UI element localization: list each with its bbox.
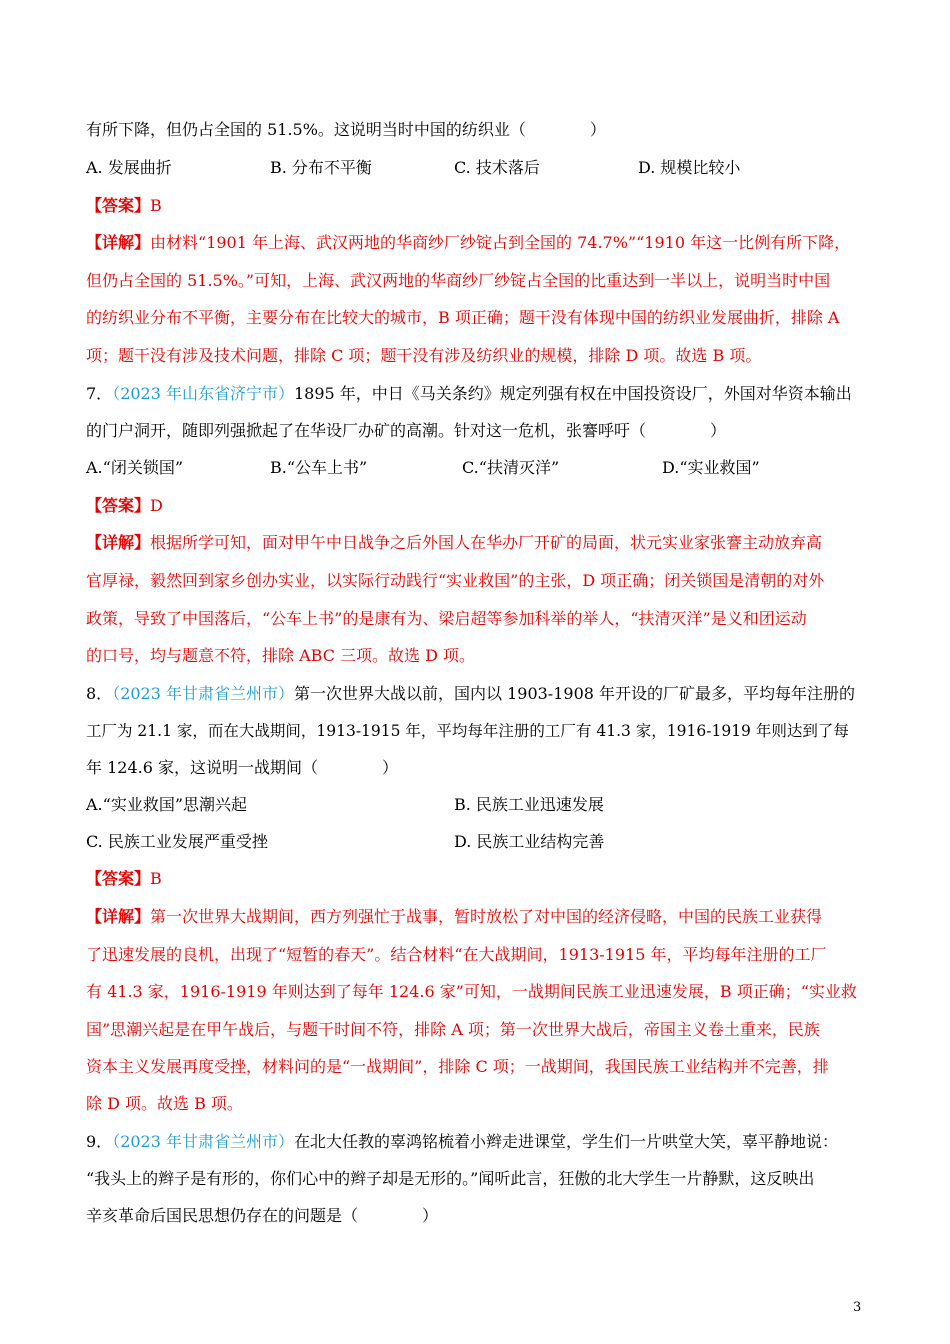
q7-option-a: A.“闭关锁国”	[86, 458, 184, 477]
q9-stem-line: “我头上的辫子是有形的，你们心中的辫子却是无形的。”闻听此言，狂傲的北大学生一片静默，这反映出	[86, 1169, 815, 1188]
q7-detail-line	[86, 533, 822, 553]
q6-answer	[86, 196, 162, 216]
answer-label: 【答案】	[86, 196, 151, 215]
detail-label: 【详解】	[86, 233, 151, 252]
q8-option-a: A.“实业救国”思潮兴起	[86, 795, 248, 814]
q8-detail-line: 有 41.3 家，1916-1919 年则达到了每年 124.6 家”可知，一战期间民族工业迅速发展，B 项正确；“实业救	[86, 982, 857, 1001]
q7-option-c: C.“扶清灭洋”	[462, 458, 560, 477]
q7-detail-line: 政策，导致了中国落后，“公车上书”的是康有为、梁启超等参加科举的举人，“扶清灭洋”是义和团运动	[86, 609, 807, 628]
q7-detail-line: 的口号，均与题意不符，排除 ABC 三项。故选 D 项。	[86, 646, 476, 665]
detail-text: 由材料“1901 年上海、武汉两地的华商纱厂纱锭占到全国的 74.7%”“1910 年这一比例有所下降，	[150, 233, 851, 252]
question-number: 7．	[86, 384, 113, 403]
question-number: 9．	[86, 1132, 113, 1151]
q9-stem-line: 辛亥革命后国民思想仍存在的问题是（ ）	[86, 1206, 439, 1225]
q9-stem	[86, 1132, 838, 1152]
question-text: 1895 年，中日《马关条约》规定列强有权在中国投资设厂，外国对华资本输出	[294, 384, 852, 403]
detail-text: 第一次世界大战期间，西方列强忙于战事，暂时放松了对中国的经济侵略，中国的民族工业获得	[150, 907, 823, 926]
q8-answer	[86, 869, 162, 889]
q8-stem-line: 年 124.6 家，这说明一战期间（ ）	[86, 758, 398, 777]
q8-detail-line: 除 D 项。故选 B 项。	[86, 1094, 243, 1113]
detail-label: 【详解】	[86, 907, 151, 926]
q8-detail-line: 了迅速发展的良机，出现了“短暂的春天”。结合材料“在大战期间，1913-1915 年，平均每年注册的工厂	[86, 945, 827, 964]
detail-text: 根据所学可知，面对甲午中日战争之后外国人在华办厂开矿的局面，状元实业家张謇主动放弃高	[150, 533, 823, 552]
answer-label: 【答案】	[86, 869, 151, 888]
q8-detail-line: 资本主义发展再度受挫，材料问的是“一战期间”，排除 C 项；一战期间，我国民族工业结构并不完善，排	[86, 1057, 829, 1076]
q8-stem-line: 工厂为 21.1 家，而在大战期间，1913-1915 年，平均每年注册的工厂有 41.3 家，1916-1919 年则达到了每	[86, 722, 849, 740]
q6-option-a: A. 发展曲折	[86, 158, 172, 177]
q6-option-d: D. 规模比较小	[638, 158, 741, 177]
question-source: （2023 年甘肃省兰州市）	[112, 684, 294, 703]
q7-detail-line: 官厚禄，毅然回到家乡创办实业，以实际行动践行“实业救国”的主张，D 项正确；闭关锁国是清朝的对外	[86, 571, 825, 590]
q6-detail-line: 项；题干没有涉及技术问题，排除 C 项；题干没有涉及纺织业的规模，排除 D 项。故选 B 项。	[86, 346, 762, 365]
q6-detail-line	[86, 233, 850, 253]
question-source: （2023 年山东省济宁市）	[112, 384, 294, 403]
q8-stem	[86, 684, 855, 704]
q6-option-c: C. 技术落后	[454, 158, 540, 177]
q6-detail-line: 但仍占全国的 51.5%。”可知，上海、武汉两地的华商纱厂纱锭占全国的比重达到一半以上，说明当时中国	[86, 271, 831, 290]
answer-value: D	[150, 496, 163, 515]
answer-value: B	[150, 196, 162, 215]
q8-option-d: D. 民族工业结构完善	[454, 832, 605, 851]
question-source: （2023 年甘肃省兰州市）	[112, 1132, 294, 1151]
q7-stem	[86, 384, 852, 404]
q8-option-b: B. 民族工业迅速发展	[454, 795, 604, 814]
question-number: 8．	[86, 684, 113, 703]
q8-detail-line: 国”思潮兴起是在甲午战后，与题干时间不符，排除 A 项；第一次世界大战后，帝国主义卷土重来，民族	[86, 1020, 820, 1039]
q8-detail-line	[86, 907, 822, 927]
q7-option-b: B.“公车上书”	[270, 458, 368, 477]
question-text: 第一次世界大战以前，国内以 1903-1908 年开设的厂矿最多，平均每年注册的	[294, 684, 856, 703]
q8-option-c: C. 民族工业发展严重受挫	[86, 832, 268, 851]
q7-option-d: D.“实业救国”	[662, 458, 760, 477]
page-number: 3	[853, 1300, 862, 1315]
q6-detail-line: 的纺织业分布不平衡，主要分布在比较大的城市，B 项正确；题干没有体现中国的纺织业发展曲折，排除 A	[86, 308, 840, 327]
question-text: 在北大任教的辜鸿铭梳着小辫走进课堂，学生们一片哄堂大笑，辜平静地说：	[294, 1132, 839, 1151]
q6-option-b: B. 分布不平衡	[270, 158, 372, 177]
answer-value: B	[150, 869, 162, 888]
q7-stem-line: 的门户洞开，随即列强掀起了在华设厂办矿的高潮。针对这一危机，张謇呼吁（ ）	[86, 421, 727, 440]
detail-label: 【详解】	[86, 533, 151, 552]
q7-answer	[86, 496, 163, 516]
answer-label: 【答案】	[86, 496, 151, 515]
q6-stem-tail: 有所下降，但仍占全国的 51.5%。这说明当时中国的纺织业（ ）	[86, 120, 606, 139]
